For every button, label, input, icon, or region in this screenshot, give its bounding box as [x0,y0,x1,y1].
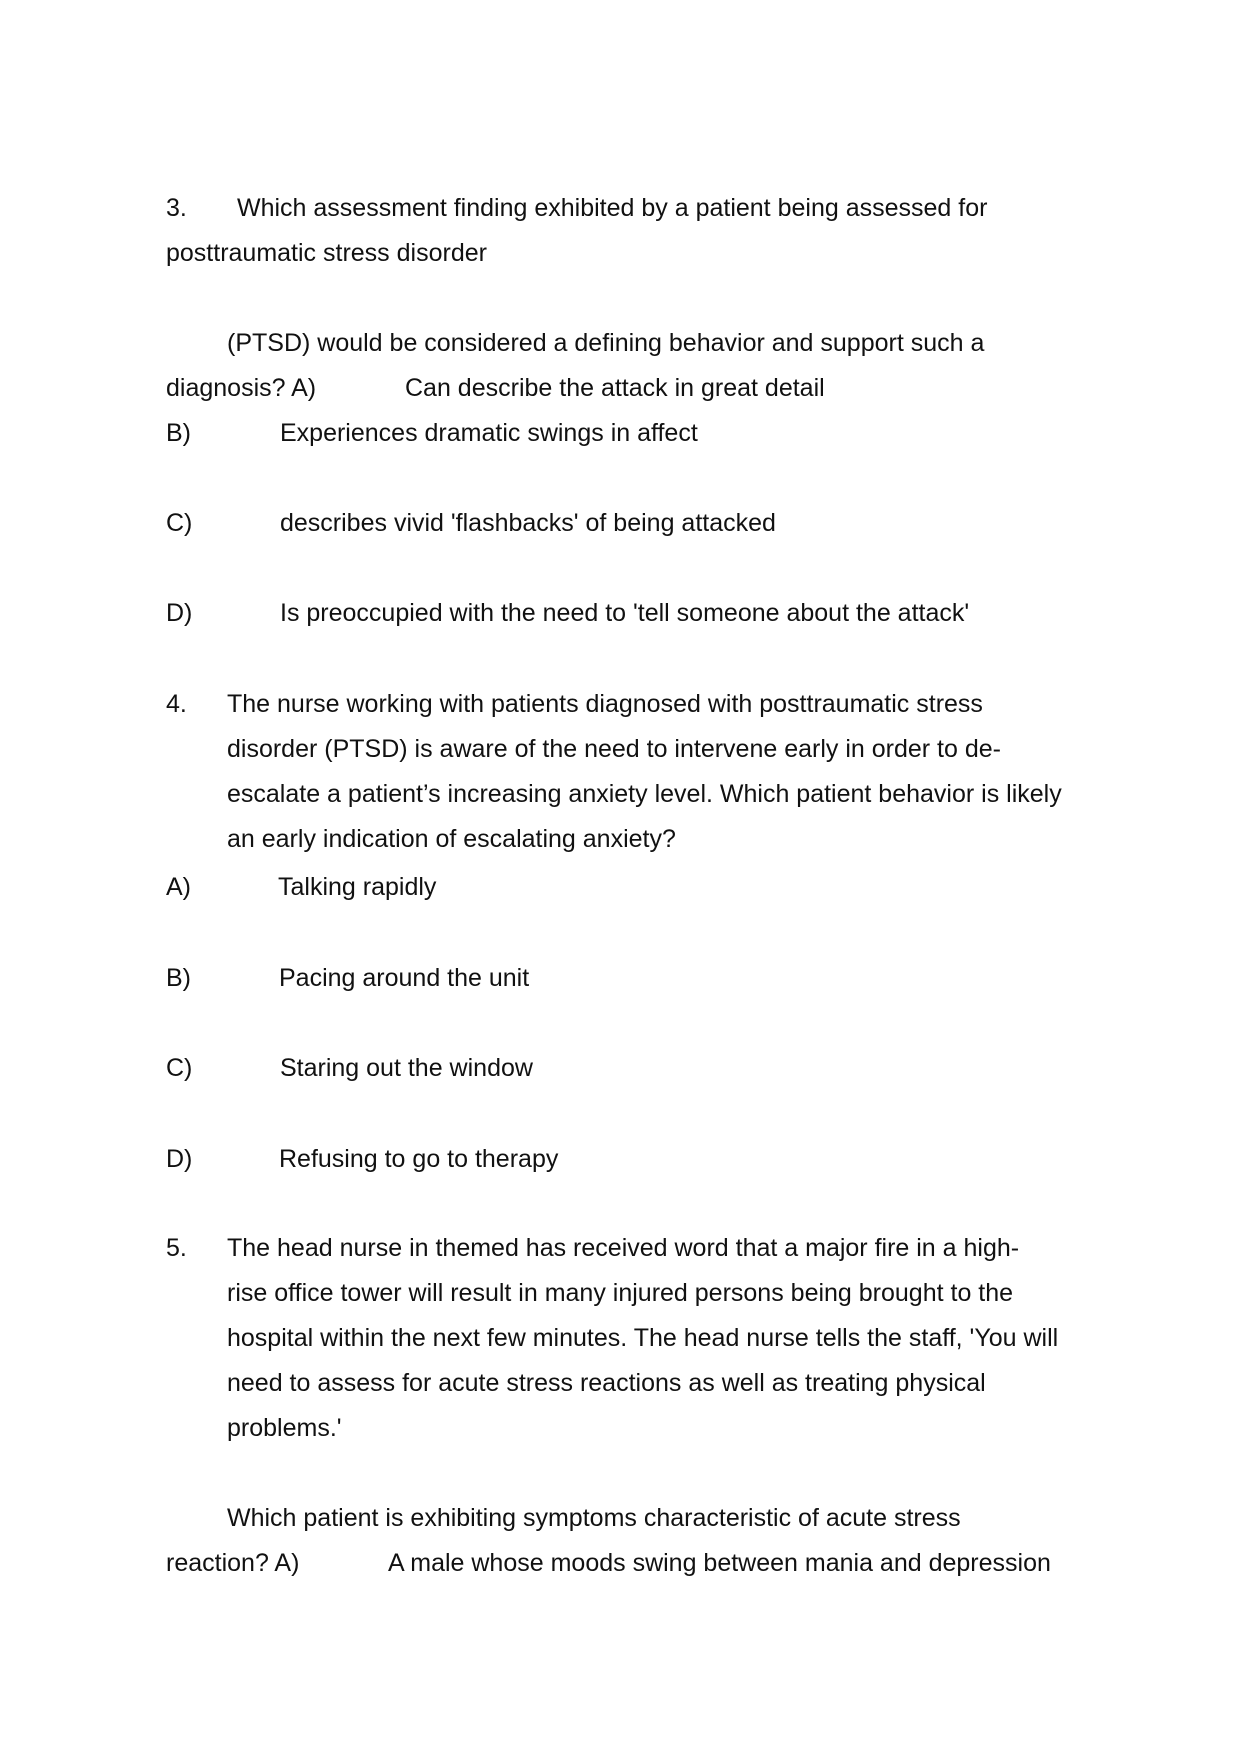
question-stem-line: rise office tower will result in many injured persons being brought to the [227,1279,1014,1307]
answer-option-b-text: Experiences dramatic swings in affect [280,419,698,447]
answer-option-c-text: describes vivid 'flashbacks' of being attacked [280,509,776,537]
answer-option-a-text: Talking rapidly [278,873,437,901]
question-stem-line: Which assessment finding exhibited by a patient being assessed for [237,194,988,222]
answer-option-d-label: D) [166,599,193,627]
question-number: 3. [166,194,187,222]
question-stem-line: need to assess for acute stress reactions as well as treating physical [227,1369,986,1397]
question-stem-line: diagnosis? A) [166,374,317,402]
answer-option-b-label: B) [166,964,191,992]
answer-option-d-text: Refusing to go to therapy [279,1145,559,1173]
answer-option-d-label: D) [166,1145,193,1173]
question-stem-line: disorder (PTSD) is aware of the need to intervene early in order to de- [227,735,1001,763]
question-number: 4. [166,690,187,718]
question-stem-line: hospital within the next few minutes. The head nurse tells the staff, 'You will [227,1324,1059,1352]
answer-option-c-text: Staring out the window [280,1054,533,1082]
answer-option-b-label: B) [166,419,191,447]
question-stem-line: an early indication of escalating anxiety? [227,825,676,853]
question-number: 5. [166,1234,187,1262]
answer-option-c-label: C) [166,509,193,537]
question-stem-line: The head nurse in themed has received word that a major fire in a high- [227,1234,1020,1262]
answer-option-d-text: Is preoccupied with the need to 'tell someone about the attack' [280,599,970,627]
question-stem-line: (PTSD) would be considered a defining behavior and support such a [227,329,985,357]
question-stem-line: The nurse working with patients diagnosed with posttraumatic stress [227,690,983,718]
question-stem-line: reaction? A) [166,1549,300,1577]
answer-option-a-text: A male whose moods swing between mania and depression [388,1549,1051,1577]
answer-option-b-text: Pacing around the unit [279,964,530,992]
question-stem-line: problems.' [227,1414,342,1442]
answer-option-c-label: C) [166,1054,193,1082]
question-stem-line: Which patient is exhibiting symptoms characteristic of acute stress [227,1504,961,1532]
question-stem-line: escalate a patient’s increasing anxiety level. Which patient behavior is likely [227,780,1062,808]
answer-option-a-label: A) [166,873,191,901]
question-stem-line: posttraumatic stress disorder [166,239,487,267]
answer-option-a-text: Can describe the attack in great detail [405,374,825,402]
